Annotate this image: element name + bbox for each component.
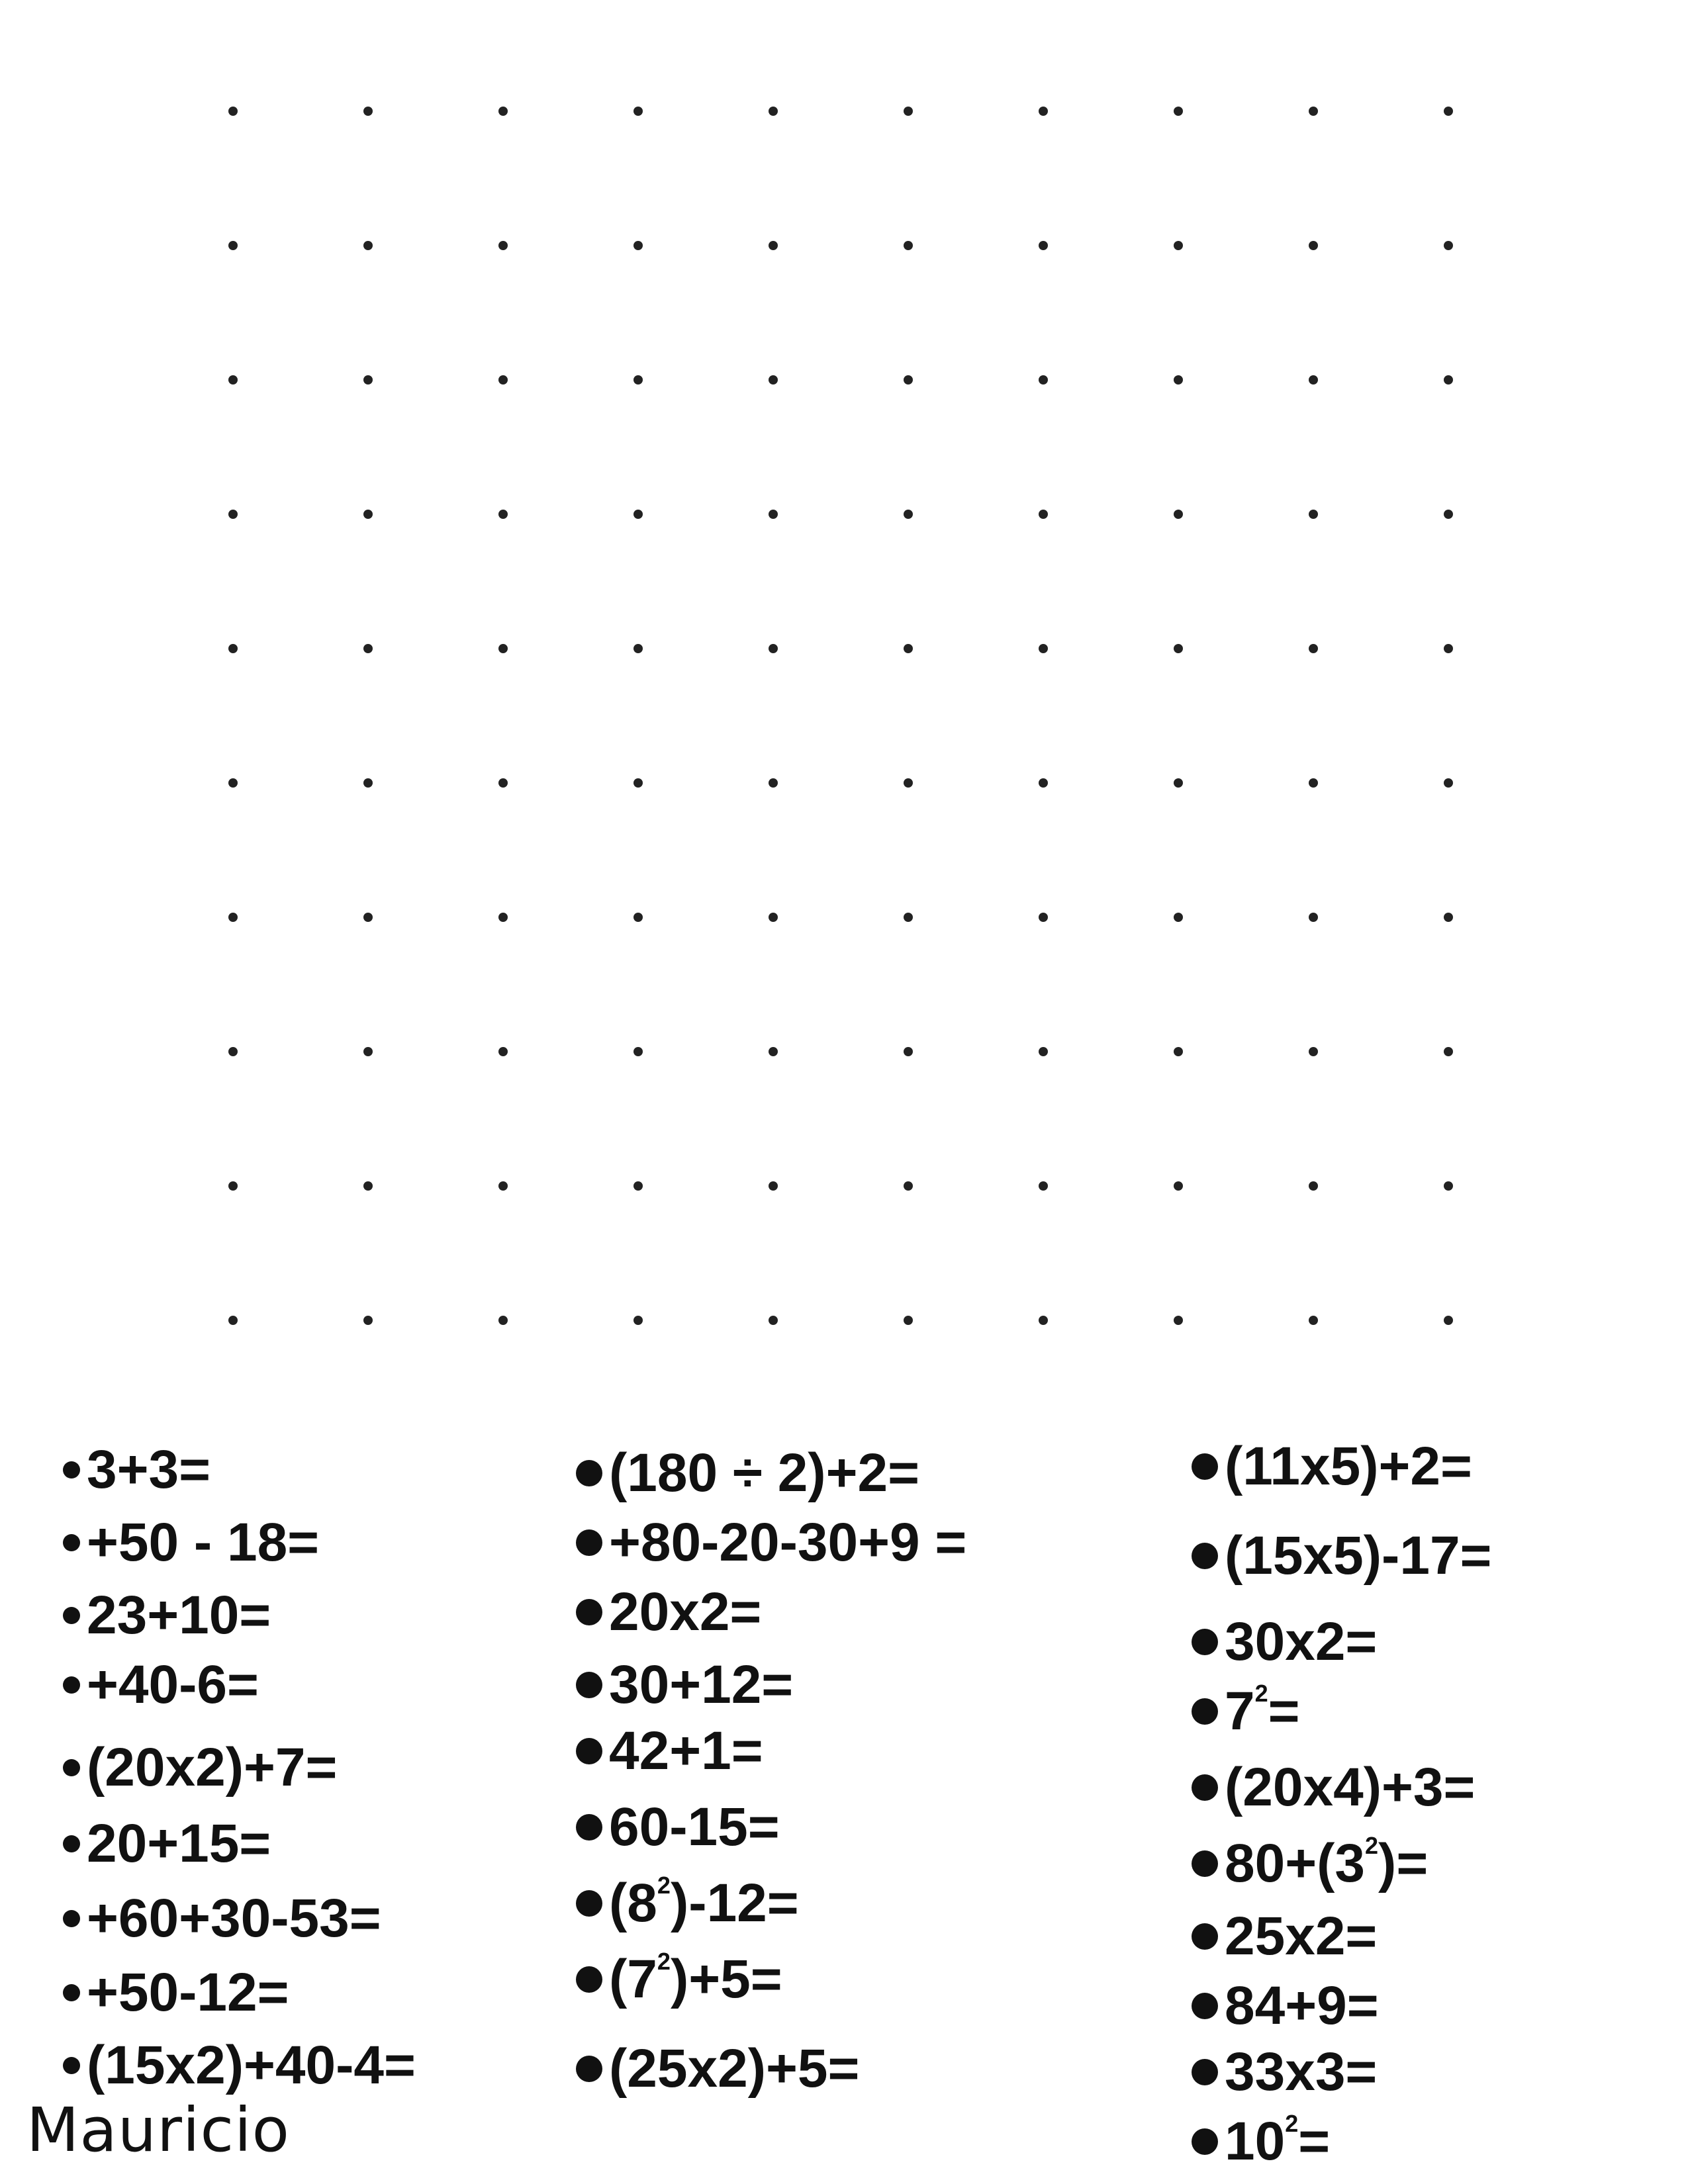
problem-text: $(7^2)+5=$ xyxy=(609,1948,782,2009)
math-problem xyxy=(576,1582,762,1642)
bullet-icon xyxy=(1192,1774,1218,1801)
problem-text: 33x3= xyxy=(1225,2042,1378,2102)
math-problem xyxy=(63,1737,338,1797)
exponent: 2 xyxy=(1254,1680,1268,1707)
math-problem xyxy=(576,1655,794,1715)
math-problem xyxy=(63,2035,416,2095)
bullet-icon xyxy=(63,1676,80,1694)
exponent: 2 xyxy=(1285,2110,1299,2137)
grid-dot xyxy=(1174,778,1183,788)
bullet-icon xyxy=(1192,1453,1218,1480)
math-problem xyxy=(63,1585,271,1645)
grid-dot xyxy=(1174,1181,1183,1191)
problem-text: (180 ÷ 2)+2= xyxy=(609,1443,919,1503)
grid-dot xyxy=(1174,107,1183,116)
problem-text: 30+12= xyxy=(609,1655,794,1715)
math-problem xyxy=(576,1512,967,1572)
problem-text: 30x2= xyxy=(1225,1612,1378,1672)
bullet-icon xyxy=(576,1529,602,1556)
math-problem xyxy=(576,1797,780,1857)
bullet-icon xyxy=(576,1966,602,1993)
bullet-icon xyxy=(1192,1993,1218,2019)
signature: Mauricio xyxy=(26,2095,290,2165)
problem-text: +60+30-53= xyxy=(87,1888,381,1948)
math-problem xyxy=(63,1512,320,1572)
bullet-icon xyxy=(576,1599,602,1625)
problem-text: 84+9= xyxy=(1225,1976,1379,2036)
problem-text: +50 - 18= xyxy=(87,1512,320,1572)
problem-text: 3+3= xyxy=(87,1439,211,1500)
bullet-icon xyxy=(576,1814,602,1841)
problem-text: 25x2= xyxy=(1225,1906,1378,1966)
exponent: 2 xyxy=(1365,1832,1379,1859)
math-problem xyxy=(1192,1612,1378,1672)
problem-text: +50-12= xyxy=(87,1962,289,2023)
problem-text: (20x4)+3= xyxy=(1225,1757,1476,1817)
math-problem xyxy=(576,1872,799,1933)
math-problem xyxy=(63,1439,211,1500)
math-problem xyxy=(1192,1525,1492,1586)
bullet-icon xyxy=(1192,1850,1218,1877)
problem-text: (15x2)+40-4= xyxy=(87,2035,416,2095)
bullet-icon xyxy=(63,2057,80,2074)
grid-dot xyxy=(1174,1047,1183,1056)
problem-column-3 xyxy=(1192,0,1688,2184)
problem-text: 20x2= xyxy=(609,1582,762,1642)
problem-text: $(8^2)-12=$ xyxy=(609,1872,799,1933)
problem-text: $10^2=$ xyxy=(1225,2110,1331,2171)
math-problem xyxy=(1192,1906,1378,1966)
bullet-icon xyxy=(1192,1923,1218,1950)
math-problem xyxy=(1192,1680,1300,1741)
bullet-icon xyxy=(63,1461,80,1479)
bullet-icon xyxy=(576,2056,602,2082)
math-problem xyxy=(576,1948,782,2009)
bullet-icon xyxy=(63,1759,80,1776)
problem-text: +80-20-30+9 = xyxy=(609,1512,967,1572)
math-problem xyxy=(576,2038,860,2099)
problem-text: (15x5)-17= xyxy=(1225,1525,1492,1586)
bullet-icon xyxy=(1192,1629,1218,1655)
bullet-icon xyxy=(1192,1543,1218,1569)
problem-text: 42+1= xyxy=(609,1721,763,1781)
problem-text: $80+(3^2)=$ xyxy=(1225,1832,1429,1893)
problem-text: $7^2=$ xyxy=(1225,1680,1300,1741)
bullet-icon xyxy=(1192,2128,1218,2155)
bullet-icon xyxy=(63,1984,80,2001)
math-problem xyxy=(63,1655,259,1715)
math-problem xyxy=(576,1443,919,1503)
math-problem xyxy=(1192,1976,1379,2036)
problem-text: 60-15= xyxy=(609,1797,780,1857)
grid-dot xyxy=(1174,375,1183,385)
problem-text: (20x2)+7= xyxy=(87,1737,338,1797)
math-problem xyxy=(1192,1832,1429,1893)
bullet-icon xyxy=(576,1738,602,1764)
bullet-icon xyxy=(63,1607,80,1624)
bullet-icon xyxy=(63,1835,80,1852)
problem-text: (11x5)+2= xyxy=(1225,1436,1472,1496)
grid-dot xyxy=(1174,913,1183,922)
math-problem xyxy=(1192,1436,1472,1496)
exponent: 2 xyxy=(657,1948,671,1975)
problem-text: 20+15= xyxy=(87,1813,271,1874)
bullet-icon xyxy=(576,1460,602,1486)
bullet-icon xyxy=(63,1534,80,1551)
exponent: 2 xyxy=(657,1872,671,1899)
math-problem xyxy=(63,1813,271,1874)
math-problem xyxy=(1192,2042,1378,2102)
grid-dot xyxy=(1174,510,1183,519)
problem-text: 23+10= xyxy=(87,1585,271,1645)
math-problem xyxy=(63,1888,381,1948)
grid-dot xyxy=(1174,644,1183,653)
math-problem xyxy=(1192,2110,1331,2171)
bullet-icon xyxy=(1192,1698,1218,1725)
grid-dot xyxy=(1174,1316,1183,1325)
bullet-icon xyxy=(1192,2059,1218,2085)
math-problem xyxy=(63,1962,289,2023)
bullet-icon xyxy=(63,1910,80,1927)
problem-text: (25x2)+5= xyxy=(609,2038,860,2099)
bullet-icon xyxy=(576,1672,602,1698)
problem-column-2 xyxy=(576,0,1105,2184)
grid-dot xyxy=(1174,241,1183,250)
math-problem xyxy=(576,1721,763,1781)
problem-text: +40-6= xyxy=(87,1655,259,1715)
bullet-icon xyxy=(576,1890,602,1917)
math-problem xyxy=(1192,1757,1476,1817)
problem-column-1 xyxy=(63,0,592,2184)
